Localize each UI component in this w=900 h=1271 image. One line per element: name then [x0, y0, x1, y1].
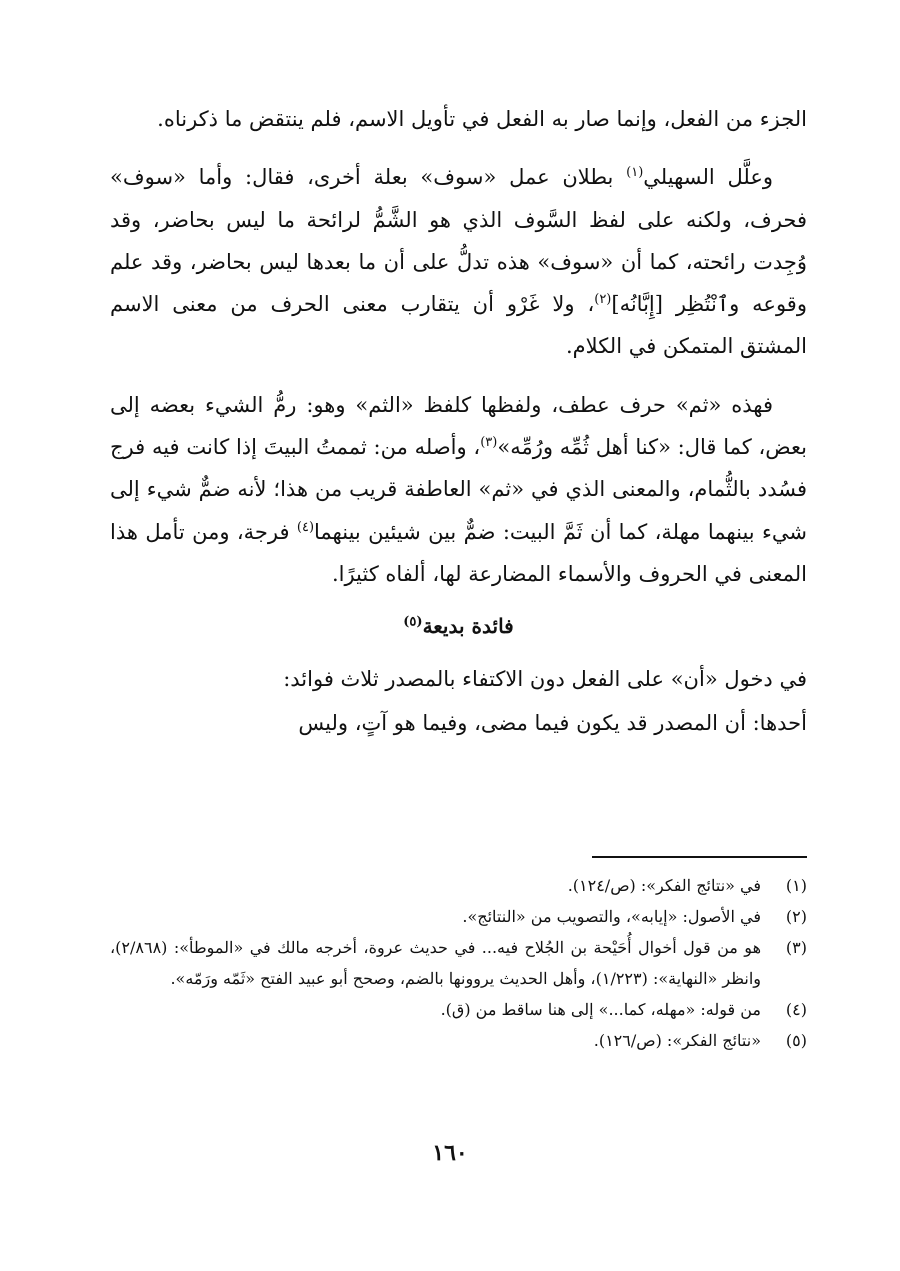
footnote-text: «نتائج الفكر»: (ص/١٢٦).	[593, 1031, 761, 1050]
footnote-4	[110, 994, 807, 1025]
footnote-number: (٢)	[785, 907, 807, 926]
paragraph-3-text-b: ، وأصله من: ثممتُ البيتَ إذا كانت فيه فرج فسُدد بالثُّمام، والمعنى الذي في «ثم» العاطفة قريب من هذا؛ لأنه ضمٌّ شيء إلى شيء بينهما مهلة، كما أن ثَمَّ البيت: ضمٌّ بين شيئين بينهما	[110, 435, 807, 544]
paragraph-5	[110, 702, 807, 744]
paragraph-2-text-c: ، ولا غَرْو أن يتقارب معنى الحرف من معنى الاسم المشتق المتمكن في الكلام.	[110, 292, 807, 359]
paragraph-1-text: الجزء من الفعل، وإنما صار به الفعل في تأويل الاسم، فلم ينتقض ما ذكرناه.	[157, 107, 807, 131]
main-text	[110, 98, 807, 760]
footnote-text: من قوله: «مهله، كما...» إلى هنا ساقط من (ق).	[440, 1000, 761, 1019]
page-number: ١٦٠	[432, 1140, 468, 1166]
paragraph-4	[110, 658, 807, 700]
footnote-1	[110, 870, 807, 901]
paragraph-3	[110, 384, 807, 595]
paragraph-3-text-c: فرجة، ومن تأمل هذا المعنى في الحروف والأسماء المضارعة لها، ألفاه كثيرًا.	[110, 519, 807, 586]
footnote-number: (١)	[785, 876, 807, 895]
footnote-separator	[592, 856, 807, 858]
footnote-text: في الأصول: «إيابه»، والتصويب من «النتائج».	[462, 907, 761, 926]
paragraph-4-text: في دخول «أن» على الفعل دون الاكتفاء بالمصدر ثلاث فوائد:	[283, 666, 807, 691]
footnote-number: (٤)	[785, 1000, 807, 1019]
footnotes	[110, 870, 807, 1056]
footnote-ref-4[interactable]: (٤)	[296, 519, 315, 535]
footnote-ref-3[interactable]: (٣)	[480, 435, 498, 451]
footnote-number: (٣)	[785, 938, 807, 957]
footnote-ref-2[interactable]: (٢)	[594, 292, 612, 308]
footnote-text: هو من قول أخوال أُحَيْحة بن الجُلاح فيه... في حديث عروة، أخرجه مالك في «الموطأ»: (٢/٨٦٨)، وانظر «النهاية»: (١/٢٢٣)، وأهل الحديث يروونها بالضم، وصحح أبو عبيد الفتح «ثَمّه ورَمّه».	[110, 938, 761, 988]
paragraph-2	[110, 156, 807, 367]
section-heading	[110, 605, 807, 647]
paragraph-3-text-a: فهذه «ثم» حرف عطف، ولفظها كلفظ «الثم» وهو: رمُّ الشيء بعضه إلى بعض، كما قال: «كنا أهل ثُمِّه ورُمِّه»	[110, 392, 807, 460]
footnote-number: (٥)	[785, 1031, 807, 1050]
footnote-text: في «نتائج الفكر»: (ص/١٢٤).	[567, 876, 761, 895]
paragraph-5-text: أحدها: أن المصدر قد يكون فيما مضى، وفيما هو آتٍ، وليس	[298, 710, 807, 735]
footnote-5	[110, 1025, 807, 1056]
paragraph-2-text-b: بطلان عمل «سوف» بعلة أخرى، فقال: وأما «سوف» فحرف، ولكنه على لفظ السَّوف الذي هو الشَّمُّ لرائحة ما ليس بحاضر، وقد وُجِدت رائحته، كما أن «سوف» هذه تدلُّ على أن ما بعدها ليس بحاضر، وقد علم وقوعه وٱنْتُظِر [إِبَّانُه]	[110, 165, 807, 317]
footnote-ref-1[interactable]: (١)	[626, 165, 644, 181]
footnote-2	[110, 901, 807, 932]
footnote-ref-5[interactable]: (٥)	[403, 614, 423, 630]
footnote-3	[110, 932, 807, 994]
paragraph-1	[110, 98, 807, 140]
paragraph-2-text-a: وعلَّل السهيلي	[643, 165, 773, 190]
section-heading-text: فائدة بديعة	[422, 614, 514, 639]
